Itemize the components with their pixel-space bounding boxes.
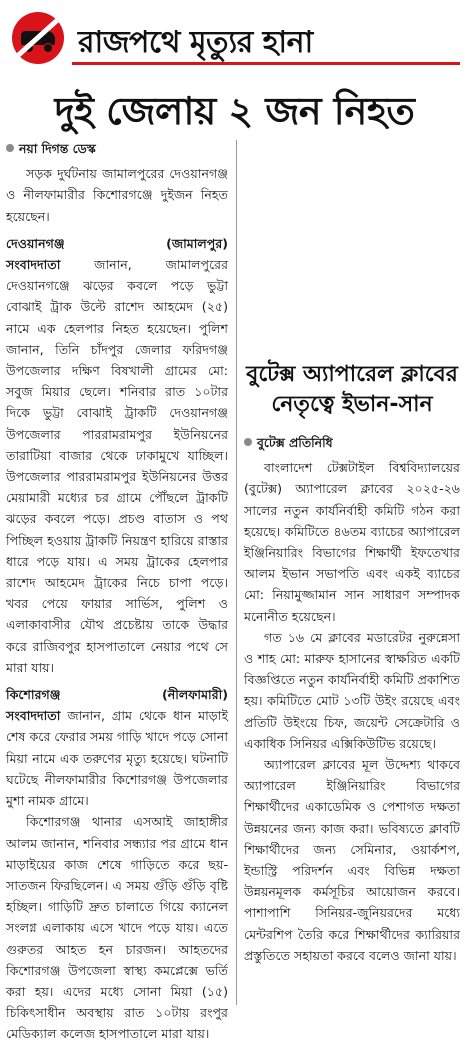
- column-divider: [236, 140, 237, 1005]
- dateline-district: (নীলফামারী): [161, 687, 228, 703]
- dateline-nilphamari: [6, 684, 228, 705]
- topic-title: রাজপথে মৃত্যুর হানা: [78, 25, 313, 60]
- bullet-dot-icon: [6, 144, 14, 152]
- road-accident-icon: [12, 12, 64, 64]
- story-paragraph: অ্যাপারেল ক্লাবের মূল উদ্দেশ্য থাকবে অ্যাপারেল ইঞ্জিনিয়ারিং বিভাগের শিক্ষার্থীদের একাডেমিক ও পেশাগত দক্ষতা উন্নয়নের জন্য কাজ করা। ভবিষ্যতে ক্লাবটি শিক্ষার্থীদের জন্য সেমিনার, ওয়ার্কশপ, ইন্ডাস্ট্রি পরিদর্শন এবং বিভিন্ন দক্ষতা উন্নয়নমূলক কর্মসূচির আয়োজন করবে। পাশাপাশি সিনিয়র-জুনিয়রদের মধ্যে মেন্টরশিপ তৈরি করে শিক্ষার্থীদের ক্যারিয়ার প্রস্তুতিতে সহায়তা করবে বলেও জানা যায়।: [244, 757, 460, 963]
- story-paragraph: গত ১৬ মে ক্লাবের মডারেটর নুরুন্নেসা ও শাহ মো: মারুফ হাসানের স্বাক্ষরিত একটি বিজ্ঞপ্তিতে নতুন কার্যনির্বাহী কমিটি প্রকাশিত হয়। কমিটিতে মোট ১৩টি উইং রয়েছে এবং প্রতিটি উইংয়ে চিফ, জয়েন্ট সেক্রেটারি ও একাধিক সিনিয়র এক্সিকিউটিভ রয়েছে।: [244, 629, 460, 751]
- main-headline: দুই জেলায় ২ জন নিহত: [54, 89, 415, 133]
- story-paragraph: সংবাদদাতা জানান, গ্রাম থেকে ধান মাড়াই শেষ করে ফেরার সময় গাড়ি খাদে পড়ে সোনা মিয়া নামে এক তরুণের মৃত্যু হয়েছে। ঘটনাটি ঘটেছে নীলফামারীর কিশোরগঞ্জ উপজেলার মুশা নামক গ্রামে।: [6, 708, 228, 809]
- bullet-dot-icon: [244, 438, 252, 446]
- topic-banner: [8, 10, 460, 68]
- story-byline: বুটেক্স প্রতিনিধি: [244, 432, 460, 453]
- story-intro: সড়ক দুর্ঘটনায় জামালপুরের দেওয়ানগঞ্জ ও নীলফামারীর কিশোরগঞ্জে দুইজন নিহত হয়েছেন।: [6, 166, 228, 224]
- dateline-jamalpur: [6, 233, 228, 254]
- dateline-place: কিশোরগঞ্জ: [6, 687, 61, 703]
- story-butex-column: [244, 340, 460, 966]
- story-byline: নয়া দিগন্ত ডেস্ক: [6, 138, 228, 159]
- dateline-district: (জামালপুর): [166, 235, 228, 251]
- secondary-headline: বুটেক্স অ্যাপারেল ক্লাবের নেতৃত্বে ইভান-সান: [246, 362, 458, 417]
- topic-underline: [72, 62, 460, 65]
- story-paragraph: কিশোরগঞ্জ থানার এসআই জাহাঙ্গীর আলম জানান, শনিবার সন্ধ্যার পর গ্রামে ধান মাড়াইয়ের কাজ শেষে গাড়িতে করে ছয়-সাতজন ফিরছিলেন। এ সময় গুঁড়ি গুঁড়ি বৃষ্টি হচ্ছিল। গাড়িটি দ্রুত চালাতে গিয়ে ক্যানেল সংলগ্ন এলাকায় এসে খাদে পড়ে যায়। এতে গুরুতর আহত হন চারজন। আহতদের কিশোরগঞ্জ উপজেলা স্বাস্থ্য কমপ্লেক্সে ভর্তি করা হয়। এদের মধ্যে সোনা মিয়া (১৫) চিকিৎসাধীন অবস্থায় রাত ১০টায় রংপুর মেডিক্যাল কলেজ হাসপাতালে মারা যায়।: [6, 814, 228, 1042]
- dateline-place: দেওয়ানগঞ্জ: [6, 235, 65, 251]
- story-paragraph: বাংলাদেশ টেক্সটাইল বিশ্ববিদ্যালয়ের (বুটেক্স) অ্যাপারেল ক্লাবের ২০২৫-২৬ সালের নতুন কার্যনির্বাহী কমিটি গঠন করা হয়েছে। কমিটিতে ৪৬তম ব্যাচের অ্যাপারেল ইঞ্জিনিয়ারিং বিভাগের শিক্ষার্থী ইফতেখার আলম ইভান সভাপতি এবং একই ব্যাচের মো: নিয়ামুজ্জামান সান সাধারণ সম্পাদক মনোনীত হয়েছেন।: [244, 460, 460, 624]
- story-paragraph: সংবাদদাতা জানান, জামালপুরের দেওয়ানগঞ্জে ঝড়ের কবলে পড়ে ভুট্টা বোঝাই ট্রাক উল্টে রাশেদ আহমেদ (২৫) নামে এক হেলপার নিহত হয়েছেন। পুলিশ জানান, তিনি চাঁদপুর জেলার ফরিদগঞ্জ উপজেলার দক্ষিণ বিষখালী গ্রামের মো: সবুজ মিয়ার ছেলে। শনিবার রাত ১০টার দিকে ভুট্টা বোঝাই ট্রাকটি দেওয়ানগঞ্জ উপজেলার পাররামরামপুর ইউনিয়নের তারাটিয়া বাজার থেকে ঢাকামুখে যাচ্ছিল। উপজেলার পাররামরামপুর ইউনিয়নের উত্তর মেয়ামারী মধ্যের চর গ্রামে পৌঁছলে ট্রাকটি ঝড়ের কবলে পড়ে। প্রচণ্ড বাতাস ও পথ পিচ্ছিল হওয়ায় ট্রাকটি নিয়ন্ত্রণ হারিয়ে রাস্তার ধারে পড়ে যায়। এ সময় ট্রাকের হেলপার রাশেদ আহমেদ ট্রাকের নিচে চাপা পড়ে। খবর পেয়ে ফায়ার সার্ভিস, পুলিশ ও এলাকাবাসীর যৌথ প্রচেষ্টায় তাকে উদ্ধার করে রাজিবপুর হাসপাতালে নেয়ার পথে সে মারা যায়।: [6, 257, 228, 675]
- story-accidents-column: [6, 138, 228, 1045]
